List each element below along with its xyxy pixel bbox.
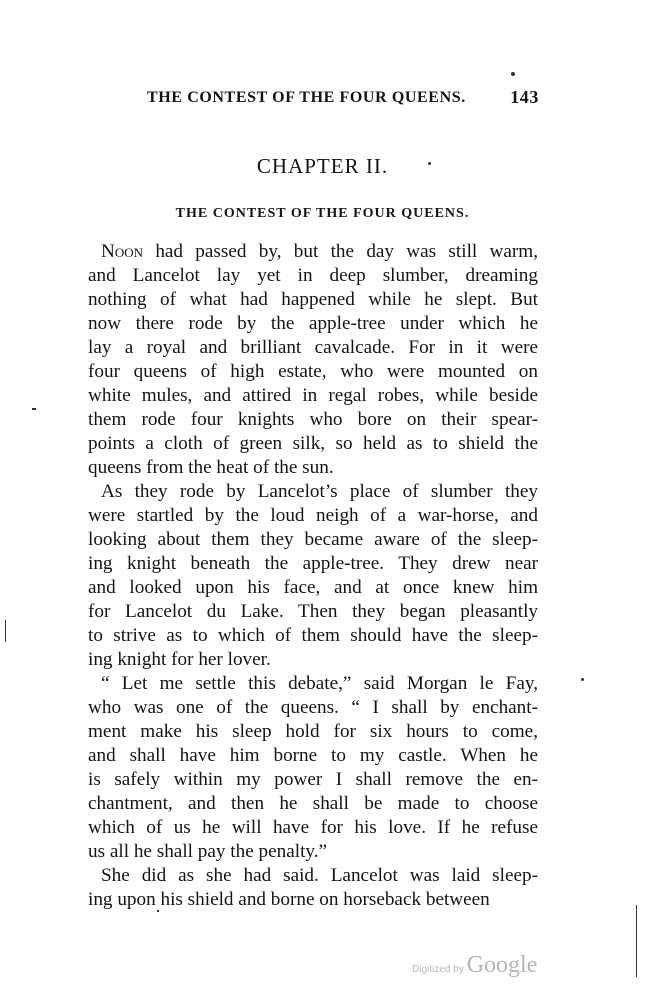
text-line: nothing of what had happened while he slept. But (88, 289, 538, 310)
text-line: is safely within my power I shall remove the en- (88, 769, 538, 790)
running-header (147, 89, 545, 107)
digitized-watermark (412, 952, 537, 979)
page-number: 143 (510, 87, 539, 107)
text-line: for Lancelot du Lake. Then they began pleasantly (88, 601, 538, 622)
body-text (88, 240, 538, 912)
scan-speck (157, 910, 159, 912)
text-line: “ Let me settle this debate,” said Morgan le Fay, (101, 673, 538, 694)
text-line: and looked upon his face, and at once knew him (88, 577, 538, 598)
text-line: Noon had passed by, but the day was still warm, (101, 241, 538, 262)
text-line: them rode four knights who bore on their spear- (88, 409, 538, 430)
running-title: THE CONTEST OF THE FOUR QUEENS. (147, 89, 466, 106)
text-line: ing knight beneath the apple-tree. They drew near (88, 553, 538, 574)
scan-speck (32, 408, 36, 410)
scan-line (5, 620, 6, 642)
text-line: four queens of high estate, who were mounted on (88, 361, 538, 382)
text-line: and Lancelot lay yet in deep slumber, dreaming (88, 265, 538, 286)
text-line: As they rode by Lancelot’s place of slumber they (101, 481, 538, 502)
scan-speck (581, 678, 584, 681)
text-line: ing upon his shield and borne on horseback between (88, 889, 490, 910)
chapter-subtitle: THE CONTEST OF THE FOUR QUEENS. (175, 206, 470, 221)
text-line: white mules, and attired in regal robes, while beside (88, 385, 538, 406)
scan-speck (511, 72, 515, 76)
text-line: points a cloth of green silk, so held as to shield the (88, 433, 538, 454)
text-line: chantment, and then he shall be made to choose (88, 793, 538, 814)
watermark-prefix: Digitized by (412, 964, 464, 975)
scan-line (636, 905, 637, 977)
google-logo: Google (466, 952, 538, 978)
text-line: She did as she had said. Lancelot was laid sleep- (101, 865, 538, 886)
text-line: lay a royal and brilliant cavalcade. For in it were (88, 337, 538, 358)
text-line: ing knight for her lover. (88, 649, 271, 670)
text-line: were startled by the loud neigh of a war-horse, and (88, 505, 538, 526)
text-line: now there rode by the apple-tree under which he (88, 313, 538, 334)
text-line: queens from the heat of the sun. (88, 457, 334, 478)
text-line: us all he shall pay the penalty.” (88, 841, 328, 862)
text-line: ment make his sleep hold for six hours to come, (88, 721, 538, 742)
text-line: who was one of the queens. “ I shall by enchant- (88, 697, 538, 718)
drop-word: Noon (101, 241, 144, 262)
scan-speck (428, 162, 431, 165)
text-line: looking about them they became aware of the sleep- (88, 529, 538, 550)
text-line: to strive as to which of them should have the sleep- (88, 625, 538, 646)
chapter-title: CHAPTER II. (256, 154, 389, 178)
text-line: which of us he will have for his love. If he refuse (88, 817, 538, 838)
text-line: and shall have him borne to my castle. When he (88, 745, 538, 766)
